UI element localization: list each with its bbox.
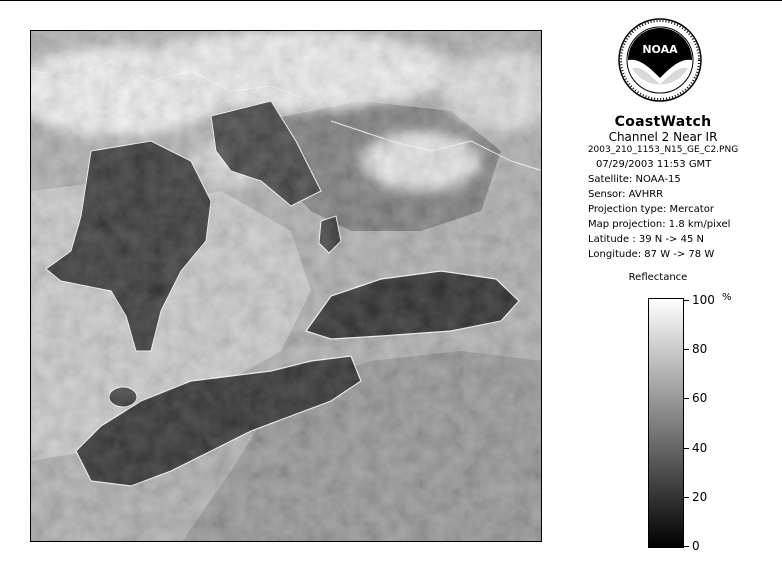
colorbar-tick [684, 398, 689, 399]
image-info-panel [560, 114, 766, 262]
colorbar-tick [684, 300, 689, 301]
top-border-line [0, 0, 782, 1]
colorbar-tick-label: 20 [692, 489, 708, 504]
channel-label: Channel 2 Near IR [608, 130, 718, 144]
colorbar-tick [684, 349, 689, 350]
colorbar [648, 298, 684, 548]
logo-text: NOAA [642, 43, 678, 56]
colorbar-tick-label: 0 [692, 539, 700, 553]
filename-label: 2003_210_1153_N15_GE_C2.PNG [587, 145, 739, 155]
page-title: CoastWatch [614, 114, 712, 130]
sensor-label: Sensor: AVHRR [588, 189, 664, 200]
colorbar-tick-label: 100 [692, 293, 715, 307]
satellite-image-svg [31, 31, 542, 542]
colorbar-tick-label: 40 [692, 440, 708, 455]
colorbar-tick [684, 497, 689, 498]
colorbar-unit: % [722, 292, 732, 303]
longitude-label: Longitude: 87 W -> 78 W [588, 249, 715, 260]
satellite-label: Satellite: NOAA-15 [588, 174, 681, 185]
satellite-image [30, 30, 542, 542]
colorbar-title: Reflectance [628, 272, 688, 283]
noaa-logo [618, 18, 702, 102]
latitude-label: Latitude : 39 N -> 45 N [588, 234, 704, 245]
colorbar-tick [684, 546, 689, 547]
map-projection-label: Map projection: 1.8 km/pixel [588, 219, 731, 230]
colorbar-tick-label: 80 [692, 342, 708, 357]
colorbar-tick [684, 448, 689, 449]
projection-type-label: Projection type: Mercator [588, 204, 714, 215]
colorbar-tick-label: 60 [692, 391, 708, 406]
datetime-label: 07/29/2003 11:53 GMT [596, 159, 712, 170]
image-texture [31, 31, 542, 542]
